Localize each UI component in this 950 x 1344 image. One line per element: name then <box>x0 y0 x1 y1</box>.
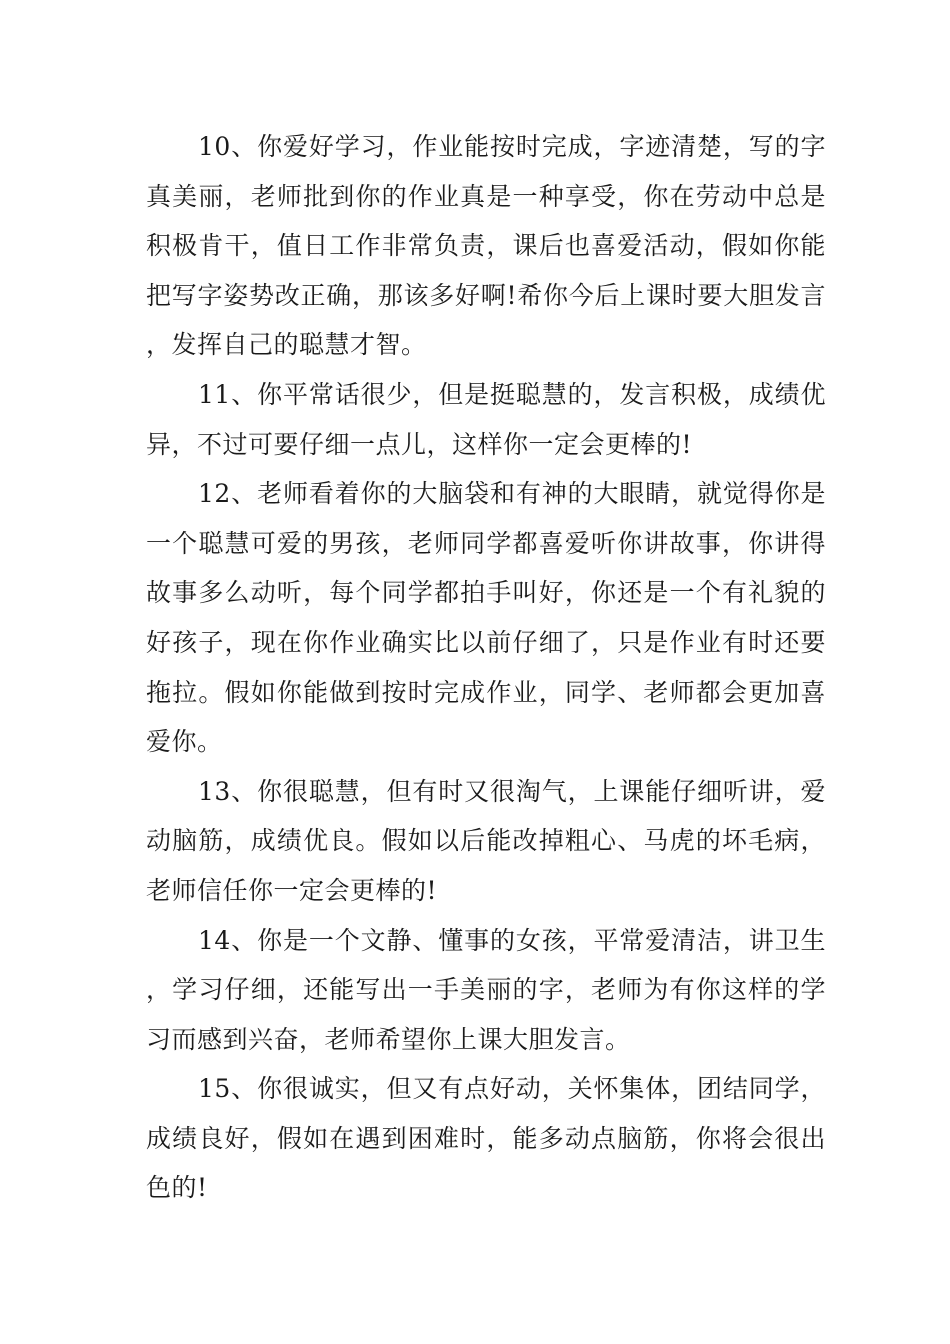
comment-paragraph-12: 12、老师看着你的大脑袋和有神的大眼睛，就觉得你是一个聪慧可爱的男孩，老师同学都喜爱听你讲故事，你讲得故事多么动听，每个同学都拍手叫好，你还是一个有礼貌的好孩子，现在你作业确实比以前仔细了，只是作业有时还要拖拉。假如你能做到按时完成作业，同学、老师都会更加喜爱你。 <box>146 479 826 757</box>
comment-paragraph-14: 14、你是一个文静、懂事的女孩，平常爱清洁，讲卫生，学习仔细，还能写出一手美丽的字，老师为有你这样的学习而感到兴奋，老师希望你上课大胆发言。 <box>146 925 826 1054</box>
comment-paragraph-13: 13、你很聪慧，但有时又很淘气，上课能仔细听讲，爱动脑筋，成绩优良。假如以后能改掉粗心、马虎的坏毛病，老师信任你一定会更棒的! <box>146 776 826 905</box>
document-body <box>146 122 826 1213</box>
comment-paragraph-15: 15、你很诚实，但又有点好动，关怀集体，团结同学，成绩良好，假如在遇到困难时，能多动点脑筋，你将会很出色的! <box>146 1074 826 1203</box>
comment-paragraph-10: 10、你爱好学习，作业能按时完成，字迹清楚，写的字真美丽，老师批到你的作业真是一种享受，你在劳动中总是积极肯干，值日工作非常负责，课后也喜爱活动，假如你能把写字姿势改正确，那该多好啊!希你今后上课时要大胆发言，发挥自己的聪慧才智。 <box>146 132 826 360</box>
comment-paragraph-11: 11、你平常话很少，但是挺聪慧的，发言积极，成绩优异，不过可要仔细一点儿，这样你一定会更棒的! <box>146 379 826 459</box>
